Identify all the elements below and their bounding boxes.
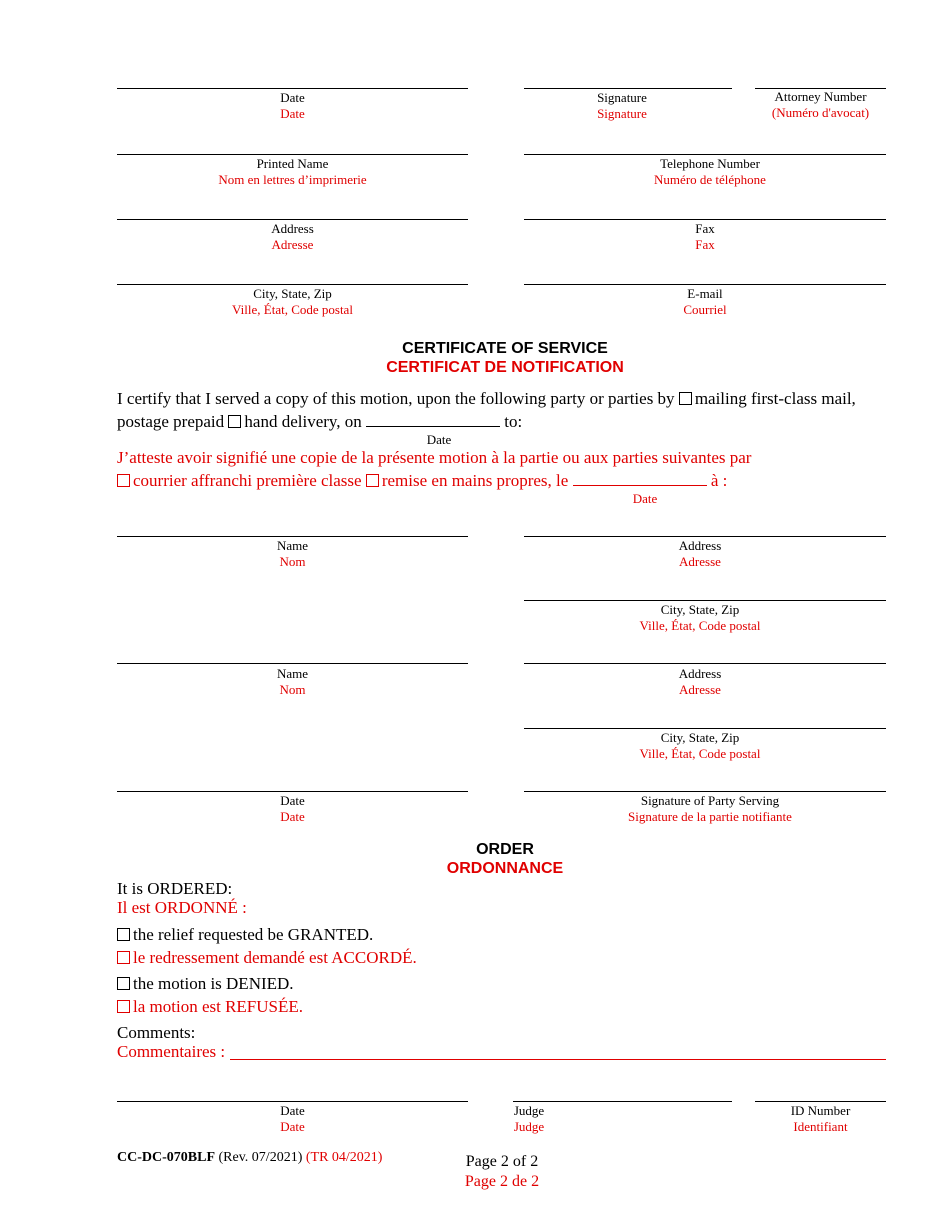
ordered-label: It is ORDERED: bbox=[117, 879, 233, 898]
form-number: CC-DC-070BLF bbox=[117, 1150, 215, 1165]
denied-option: the motion is DENIED. bbox=[117, 972, 294, 995]
fax-line bbox=[524, 219, 886, 220]
order-title-fr: ORDONNANCE bbox=[446, 860, 564, 877]
attorney-number-caption: Attorney Number (Numéro d'avocat) bbox=[771, 89, 870, 120]
telephone-line bbox=[524, 154, 886, 155]
granted-checkbox[interactable] bbox=[117, 928, 130, 941]
party1-city-line bbox=[524, 600, 886, 601]
judge-caption: Judge Judge bbox=[513, 1103, 545, 1134]
service-date-field-fr[interactable] bbox=[573, 471, 707, 486]
party2-name-line bbox=[117, 663, 468, 664]
service-date-caption: Date bbox=[426, 432, 452, 447]
party-serving-signature-line bbox=[524, 791, 886, 792]
city-state-zip-caption: City, State, Zip Ville, État, Code postal bbox=[232, 286, 353, 317]
page-number: Page 2 of 2 Page 2 de 2 bbox=[452, 1152, 552, 1192]
remise-checkbox[interactable] bbox=[366, 474, 379, 487]
mailing-checkbox[interactable] bbox=[679, 392, 692, 405]
granted-option: the relief requested be GRANTED. bbox=[117, 923, 373, 946]
order-date-line bbox=[117, 1101, 468, 1102]
party2-name-caption: Name Nom bbox=[276, 666, 309, 697]
form-revision: (Rev. 07/2021) bbox=[218, 1150, 303, 1165]
courrier-checkbox[interactable] bbox=[117, 474, 130, 487]
city-state-zip-line bbox=[117, 284, 468, 285]
email-caption: E-mail Courriel bbox=[683, 286, 727, 317]
denied-checkbox-fr[interactable] bbox=[117, 1000, 130, 1013]
id-number-caption: ID Number Identifiant bbox=[790, 1103, 851, 1134]
signature-caption: Signature Signature bbox=[597, 90, 647, 121]
signature-line bbox=[524, 88, 732, 89]
ordered-label-fr: Il est ORDONNÉ : bbox=[117, 898, 247, 917]
party2-address-caption: Address Adresse bbox=[678, 666, 722, 697]
order-date-caption: Date Date bbox=[280, 1103, 305, 1134]
party1-name-line bbox=[117, 536, 468, 537]
certificate-title-fr: CERTIFICAT DE NOTIFICATION bbox=[386, 359, 624, 376]
id-number-line bbox=[755, 1101, 886, 1102]
printed-name-caption: Printed Name Nom en lettres d’imprimerie bbox=[218, 156, 367, 187]
address-caption: Address Adresse bbox=[271, 221, 314, 252]
printed-name-line bbox=[117, 154, 468, 155]
denied-checkbox[interactable] bbox=[117, 977, 130, 990]
certificate-en-line2: postage prepaid hand delivery, on to: bbox=[117, 412, 523, 431]
party1-address-caption: Address Adresse bbox=[678, 538, 722, 569]
service-date-line bbox=[117, 791, 468, 792]
certificate-title: CERTIFICATE OF SERVICE bbox=[402, 340, 608, 357]
party1-name-caption: Name Nom bbox=[276, 538, 309, 569]
party2-address-line bbox=[524, 663, 886, 664]
comments-label: Comments: bbox=[117, 1023, 196, 1042]
fax-caption: Fax Fax bbox=[695, 221, 715, 252]
translation-revision: (TR 04/2021) bbox=[305, 1150, 383, 1165]
comments-label-fr: Commentaires : bbox=[117, 1042, 226, 1061]
address-line bbox=[117, 219, 468, 220]
certificate-fr-line1: J’atteste avoir signifié une copie de la présente motion à la partie ou aux parties suivantes par bbox=[117, 448, 752, 467]
form-footer bbox=[117, 1150, 382, 1166]
order-title: ORDER bbox=[476, 841, 534, 858]
party2-city-line bbox=[524, 728, 886, 729]
service-date-sign-caption: Date Date bbox=[280, 793, 305, 824]
party1-address-line bbox=[524, 536, 886, 537]
granted-option-fr: le redressement demandé est ACCORDÉ. bbox=[117, 946, 417, 969]
service-date-caption-fr: Date bbox=[632, 491, 658, 506]
page-number-fr: Page 2 de 2 bbox=[464, 1173, 540, 1190]
date-line bbox=[117, 88, 468, 89]
party-serving-signature-caption: Signature of Party Serving Signature de la partie notifiante bbox=[628, 793, 792, 824]
comments-field[interactable] bbox=[230, 1059, 886, 1060]
email-line bbox=[524, 284, 886, 285]
hand-delivery-checkbox[interactable] bbox=[228, 415, 241, 428]
certificate-fr-line2: courrier affranchi première classe remise en mains propres, le à : bbox=[117, 469, 727, 492]
judge-line bbox=[513, 1101, 732, 1102]
date-caption: Date Date bbox=[280, 90, 305, 121]
party2-city-caption: City, State, Zip Ville, État, Code postal bbox=[639, 730, 761, 761]
granted-checkbox-fr[interactable] bbox=[117, 951, 130, 964]
party1-city-caption: City, State, Zip Ville, État, Code postal bbox=[639, 602, 761, 633]
denied-option-fr: la motion est REFUSÉE. bbox=[117, 995, 303, 1018]
service-date-field[interactable] bbox=[366, 412, 500, 427]
telephone-caption: Telephone Number Numéro de téléphone bbox=[654, 156, 766, 187]
certificate-en-line1: I certify that I served a copy of this motion, upon the following party or parties by mailing first-class mail, bbox=[117, 389, 856, 408]
